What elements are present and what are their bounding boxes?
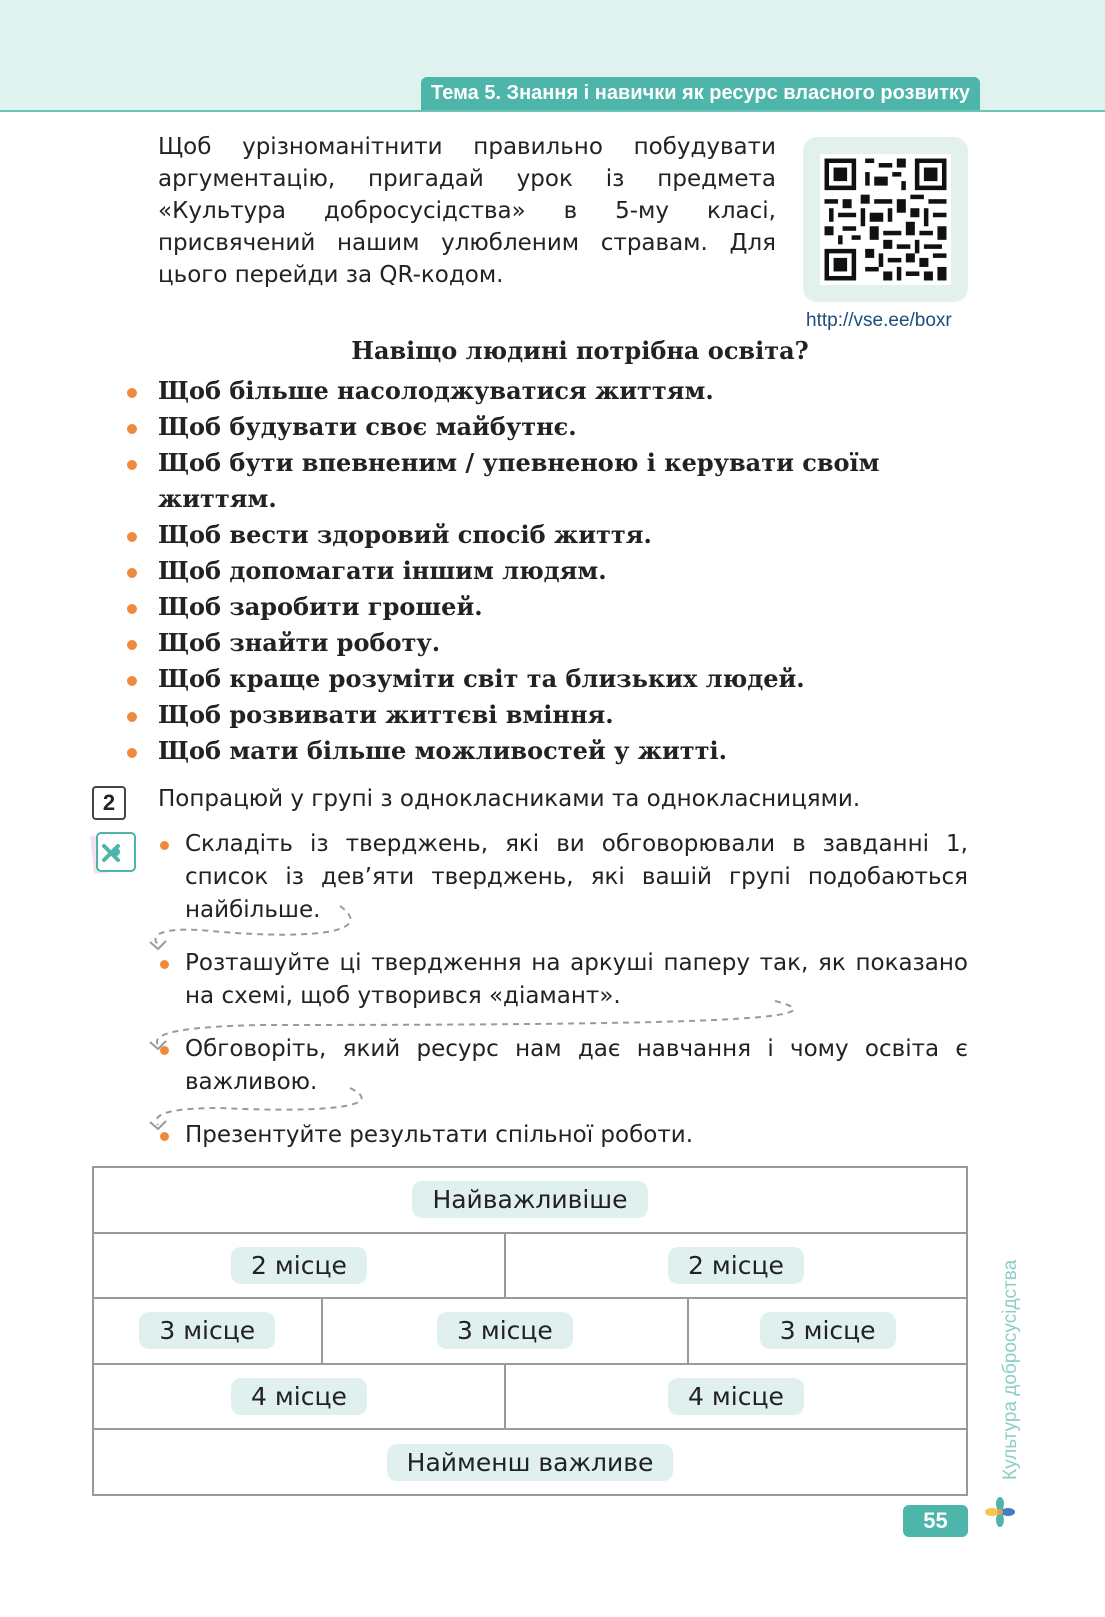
qr-code-box[interactable] (803, 137, 968, 302)
list-item: Щоб більше насолоджуватися життям. (125, 373, 973, 409)
list-item: Щоб допомагати іншим людям. (125, 553, 973, 589)
bullet-icon (127, 676, 137, 686)
list-item: Щоб будувати своє майбутнє. (125, 409, 973, 445)
bullet-icon (127, 532, 137, 542)
rank-label: 2 місце (668, 1247, 804, 1284)
bullet-icon (160, 1046, 169, 1055)
page-number: 55 (903, 1505, 968, 1537)
diamond-cell (505, 1364, 967, 1430)
diamond-bottom-cell (93, 1429, 967, 1495)
diamond-top-cell (93, 1167, 967, 1233)
intro-text: Щоб урізноманітнити правильно побудувати аргументацію, пригадай урок із предмета «Культура добросусідства» в 5-му класі, присвячений нашим улюбленим стравам. Для цього перейди за QR-кодом. (158, 134, 776, 288)
diamond-cell (93, 1364, 505, 1430)
list-item: Щоб краще розуміти світ та близьких людей. (125, 661, 973, 697)
diamond-cell (322, 1298, 689, 1364)
task-number: 2 (92, 786, 126, 820)
bullet-icon (160, 960, 169, 969)
list-item: Презентуйте результати спільної роботи. (158, 1119, 968, 1152)
group-work-icon (86, 828, 138, 884)
diamond-cell (93, 1298, 322, 1364)
diamond-cell (93, 1233, 505, 1299)
rank-label: Найменш важливе (387, 1444, 674, 1481)
question-heading: Навіщо людині потрібна освіта? (351, 336, 809, 365)
bullet-icon (127, 604, 137, 614)
list-item: Щоб бути впевненим / упевненою і керувати своїм життям. (125, 445, 973, 517)
rank-label: 3 місце (139, 1312, 275, 1349)
bullet-icon (127, 712, 137, 722)
rank-label: 3 місце (437, 1312, 573, 1349)
steps-list (158, 828, 968, 1172)
qr-link[interactable]: http://vse.ee/boxr (806, 310, 952, 331)
bullet-icon (127, 640, 137, 650)
topic-header: Тема 5. Знання і навички як ресурс власного розвитку (421, 77, 980, 110)
bullet-icon (127, 460, 137, 470)
rank-label: 2 місце (231, 1247, 367, 1284)
list-item: Щоб заробити грошей. (125, 589, 973, 625)
task-instruction: Попрацюй у групі з однокласниками та однокласницями. (158, 786, 861, 812)
list-item: Щоб розвивати життєві вміння. (125, 697, 973, 733)
flower-icon (985, 1497, 1015, 1531)
diamond-table (92, 1166, 968, 1496)
bullet-icon (127, 748, 137, 758)
rank-label: Найважливіше (412, 1181, 647, 1218)
list-item: Щоб знайти роботу. (125, 625, 973, 661)
list-item: Щоб мати більше можливостей у житті. (125, 733, 973, 769)
bullet-icon (127, 424, 137, 434)
qr-code-icon (820, 154, 951, 285)
bullet-icon (160, 841, 169, 850)
list-item: Розташуйте ці твердження на аркуші паперу так, як показано на схемі, щоб утворився «діамант». (158, 947, 968, 1013)
list-item: Щоб вести здоровий спосіб життя. (125, 517, 973, 553)
side-title: Культура добросусідства (1000, 1259, 1021, 1480)
rank-label: 4 місце (231, 1378, 367, 1415)
bullet-icon (127, 388, 137, 398)
rank-label: 4 місце (668, 1378, 804, 1415)
reasons-list (125, 373, 973, 769)
diamond-cell (688, 1298, 967, 1364)
bullet-icon (160, 1132, 169, 1141)
rank-label: 3 місце (760, 1312, 896, 1349)
list-item: Складіть із тверджень, які ви обговорювали в завданні 1, список із дев’яти тверджень, які вашій групі подобаються найбільше. (158, 828, 968, 927)
diamond-cell (505, 1233, 967, 1299)
bullet-icon (127, 568, 137, 578)
list-item: Обговоріть, який ресурс нам дає навчання і чому освіта є важливою. (158, 1033, 968, 1099)
